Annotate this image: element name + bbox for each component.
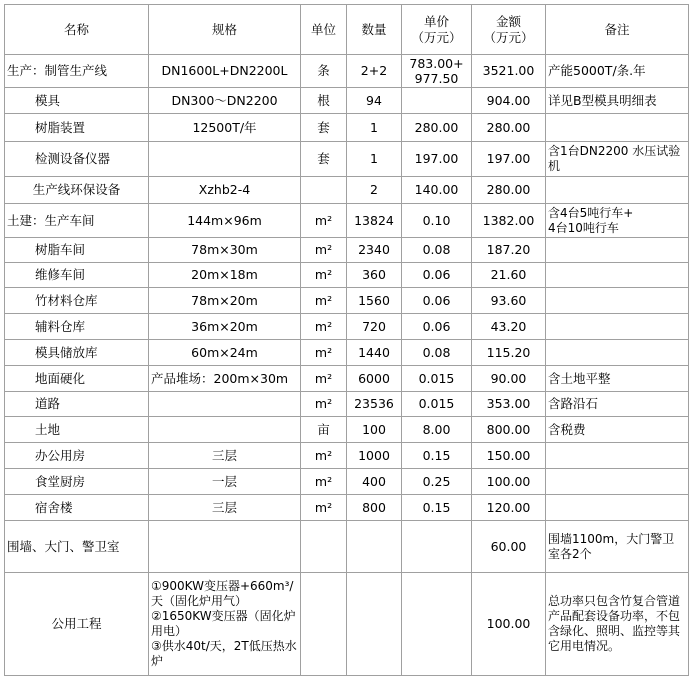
table-row — [5, 340, 689, 366]
cell-unit-price: 0.06 — [402, 314, 472, 340]
cell-unit: m² — [301, 392, 347, 417]
cell-quantity: 1 — [347, 142, 402, 177]
cell-note — [546, 340, 689, 366]
cell-note: 含税费 — [546, 417, 689, 443]
header-amount: 金额 （万元） — [472, 5, 546, 55]
cell-spec: Xzhb2-4 — [149, 177, 301, 204]
cell-note: 含1台DN2200 水压试验机 — [546, 142, 689, 177]
cell-amount: 21.60 — [472, 263, 546, 288]
cell-unit: 根 — [301, 88, 347, 114]
header-unit: 单位 — [301, 5, 347, 55]
cell-note: 详见B型模具明细表 — [546, 88, 689, 114]
cell-amount: 800.00 — [472, 417, 546, 443]
equipment-investment-table-container — [4, 4, 689, 676]
cell-note — [546, 469, 689, 495]
cell-unit: m² — [301, 443, 347, 469]
cell-unit — [301, 573, 347, 676]
cell-quantity: 2 — [347, 177, 402, 204]
table-row — [5, 263, 689, 288]
table-row — [5, 392, 689, 417]
cell-unit-price: 140.00 — [402, 177, 472, 204]
table-row — [5, 204, 689, 238]
cell-unit-price: 0.25 — [402, 469, 472, 495]
cell-name: 维修车间 — [5, 263, 149, 288]
cell-unit: m² — [301, 204, 347, 238]
cell-unit: 套 — [301, 114, 347, 142]
cell-quantity: 400 — [347, 469, 402, 495]
cell-spec: 三层 — [149, 443, 301, 469]
table-row — [5, 88, 689, 114]
cell-quantity — [347, 521, 402, 573]
cell-amount: 280.00 — [472, 177, 546, 204]
cell-name: 地面硬化 — [5, 366, 149, 392]
cell-spec: 一层 — [149, 469, 301, 495]
cell-unit-price: 0.10 — [402, 204, 472, 238]
cell-name: 辅料仓库 — [5, 314, 149, 340]
cell-amount: 43.20 — [472, 314, 546, 340]
cell-amount: 1382.00 — [472, 204, 546, 238]
cell-name: 生产：制管生产线 — [5, 55, 149, 88]
table-row — [5, 238, 689, 263]
cell-name: 树脂车间 — [5, 238, 149, 263]
cell-note — [546, 263, 689, 288]
cell-quantity: 720 — [347, 314, 402, 340]
cell-unit: m² — [301, 495, 347, 521]
cell-spec: 三层 — [149, 495, 301, 521]
cell-unit: m² — [301, 469, 347, 495]
cell-amount: 100.00 — [472, 469, 546, 495]
cell-name: 树脂装置 — [5, 114, 149, 142]
header-name: 名称 — [5, 5, 149, 55]
cell-unit: m² — [301, 340, 347, 366]
cell-spec: 20m×18m — [149, 263, 301, 288]
table-row — [5, 288, 689, 314]
cell-spec — [149, 392, 301, 417]
cell-note: 含4台5吨行车+ 4台10吨行车 — [546, 204, 689, 238]
cell-amount: 3521.00 — [472, 55, 546, 88]
cell-note — [546, 114, 689, 142]
cell-quantity: 2+2 — [347, 55, 402, 88]
cell-quantity: 1440 — [347, 340, 402, 366]
cell-spec — [149, 417, 301, 443]
table-row — [5, 521, 689, 573]
cell-unit: 条 — [301, 55, 347, 88]
cell-unit: 套 — [301, 142, 347, 177]
cell-name: 公用工程 — [5, 573, 149, 676]
cell-note — [546, 288, 689, 314]
cell-note: 含路沿石 — [546, 392, 689, 417]
cell-unit-price: 783.00+ 977.50 — [402, 55, 472, 88]
cell-unit: 亩 — [301, 417, 347, 443]
cell-unit — [301, 521, 347, 573]
cell-spec: 78m×30m — [149, 238, 301, 263]
cell-spec — [149, 521, 301, 573]
cell-note — [546, 177, 689, 204]
cell-spec: 12500T/年 — [149, 114, 301, 142]
cell-name: 食堂厨房 — [5, 469, 149, 495]
table-row — [5, 142, 689, 177]
cell-quantity: 6000 — [347, 366, 402, 392]
cell-spec: ①900KW变压器+660m³/天（固化炉用气） ②1650KW变压器（固化炉用电） ③供水40t/天，2T低压热水炉 — [149, 573, 301, 676]
cell-note: 围墙1100m，大门警卫室各2个 — [546, 521, 689, 573]
cell-note: 总功率只包含竹复合管道产品配套设备功率，不包含绿化、照明、监控等其它用电情况。 — [546, 573, 689, 676]
cell-quantity: 1560 — [347, 288, 402, 314]
cell-amount: 197.00 — [472, 142, 546, 177]
cell-unit-price: 0.15 — [402, 495, 472, 521]
table-row — [5, 314, 689, 340]
cell-quantity: 360 — [347, 263, 402, 288]
cell-quantity: 1000 — [347, 443, 402, 469]
cell-unit-price — [402, 573, 472, 676]
cell-name: 道路 — [5, 392, 149, 417]
cell-spec: DN300～DN2200 — [149, 88, 301, 114]
cell-unit-price: 0.015 — [402, 392, 472, 417]
cell-name: 土地 — [5, 417, 149, 443]
cell-name: 模具储放库 — [5, 340, 149, 366]
cell-note: 产能5000T/条.年 — [546, 55, 689, 88]
cell-name: 竹材料仓库 — [5, 288, 149, 314]
cell-spec: 60m×24m — [149, 340, 301, 366]
cell-quantity — [347, 573, 402, 676]
table-row — [5, 443, 689, 469]
cell-unit: m² — [301, 288, 347, 314]
cell-unit — [301, 177, 347, 204]
table-row — [5, 469, 689, 495]
cell-name: 土建：生产车间 — [5, 204, 149, 238]
cell-quantity: 23536 — [347, 392, 402, 417]
table-row — [5, 573, 689, 676]
cell-amount: 60.00 — [472, 521, 546, 573]
cell-note — [546, 443, 689, 469]
header-unit-price: 单价 （万元） — [402, 5, 472, 55]
cell-spec: 36m×20m — [149, 314, 301, 340]
cell-spec: 144m×96m — [149, 204, 301, 238]
cell-unit: m² — [301, 238, 347, 263]
cell-unit: m² — [301, 263, 347, 288]
cell-unit-price: 0.08 — [402, 238, 472, 263]
cell-amount: 115.20 — [472, 340, 546, 366]
cell-unit-price: 0.06 — [402, 288, 472, 314]
table-row — [5, 366, 689, 392]
cell-amount: 90.00 — [472, 366, 546, 392]
cell-unit: m² — [301, 366, 347, 392]
header-spec: 规格 — [149, 5, 301, 55]
cell-quantity: 94 — [347, 88, 402, 114]
cell-unit: m² — [301, 314, 347, 340]
cell-note — [546, 238, 689, 263]
cell-quantity: 13824 — [347, 204, 402, 238]
cell-unit-price: 0.08 — [402, 340, 472, 366]
cell-quantity: 100 — [347, 417, 402, 443]
cell-spec: DN1600L+DN2200L — [149, 55, 301, 88]
table-row — [5, 417, 689, 443]
table-row — [5, 177, 689, 204]
cell-quantity: 800 — [347, 495, 402, 521]
cell-amount: 904.00 — [472, 88, 546, 114]
header-quantity: 数量 — [347, 5, 402, 55]
cell-amount: 353.00 — [472, 392, 546, 417]
cell-unit-price — [402, 88, 472, 114]
cell-amount: 150.00 — [472, 443, 546, 469]
cell-unit-price: 280.00 — [402, 114, 472, 142]
cell-unit-price — [402, 521, 472, 573]
header-row — [5, 5, 689, 55]
cell-amount: 280.00 — [472, 114, 546, 142]
cell-spec: 产品堆场：200m×30m — [149, 366, 301, 392]
cell-amount: 100.00 — [472, 573, 546, 676]
cell-unit-price: 8.00 — [402, 417, 472, 443]
cell-unit-price: 0.06 — [402, 263, 472, 288]
equipment-investment-table — [4, 4, 689, 676]
cell-quantity: 1 — [347, 114, 402, 142]
table-row — [5, 495, 689, 521]
cell-name: 办公用房 — [5, 443, 149, 469]
cell-quantity: 2340 — [347, 238, 402, 263]
cell-amount: 93.60 — [472, 288, 546, 314]
cell-amount: 187.20 — [472, 238, 546, 263]
table-row — [5, 55, 689, 88]
cell-unit-price: 0.15 — [402, 443, 472, 469]
cell-name: 宿舍楼 — [5, 495, 149, 521]
cell-name: 围墙、大门、警卫室 — [5, 521, 149, 573]
table-row — [5, 114, 689, 142]
cell-amount: 120.00 — [472, 495, 546, 521]
cell-note — [546, 495, 689, 521]
cell-name: 模具 — [5, 88, 149, 114]
cell-note — [546, 314, 689, 340]
cell-name: 生产线环保设备 — [5, 177, 149, 204]
cell-spec — [149, 142, 301, 177]
cell-unit-price: 0.015 — [402, 366, 472, 392]
cell-spec: 78m×20m — [149, 288, 301, 314]
cell-unit-price: 197.00 — [402, 142, 472, 177]
header-note: 备注 — [546, 5, 689, 55]
cell-note: 含土地平整 — [546, 366, 689, 392]
cell-name: 检测设备仪器 — [5, 142, 149, 177]
